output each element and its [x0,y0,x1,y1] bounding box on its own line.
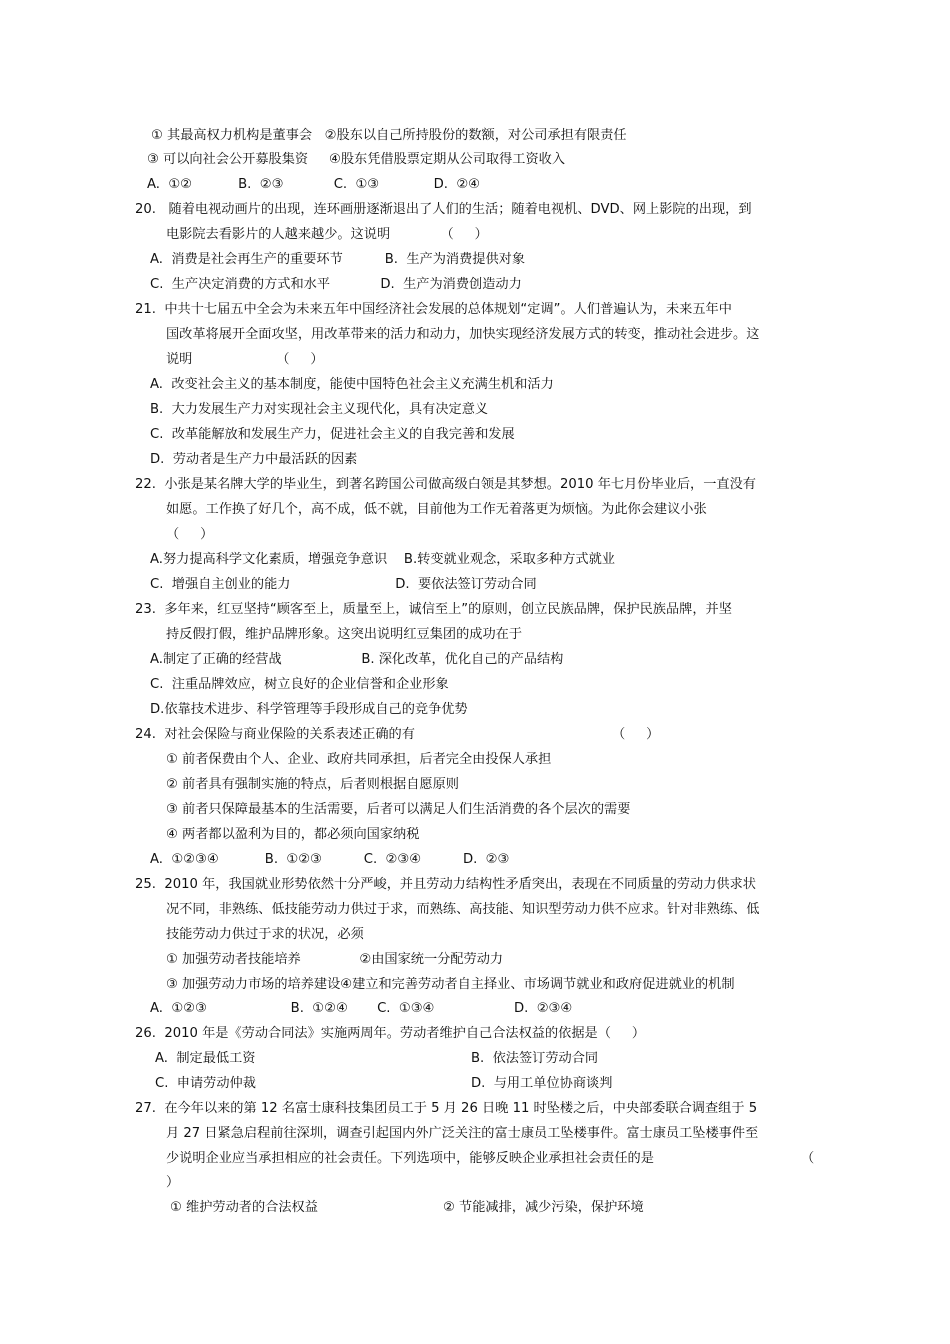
text: 25. 2010 年，我国就业形势依然十分严峻，并且劳动力结构性矛盾突出，表现在不同质量的劳动力供求状 [135,877,756,892]
text: ② 前者具有强制实施的特点，后者则根据自愿原则 [166,777,459,792]
question-21-stem [135,301,732,319]
text: （ [801,1151,815,1166]
text: 持反假打假，维护品牌形象。这突出说明红豆集团的成功在于 [166,627,523,642]
text: A. 改变社会主义的基本制度，能使中国特色社会主义充满生机和活力 [150,377,554,392]
text: ③ 可以向社会公开募股集资 ④股东凭借股票定期从公司取得工资收入 [147,152,566,167]
text: D. 劳动者是生产力中最活跃的因素 [150,452,358,467]
text: ④ 两者都以盈利为目的，都必须向国家纳税 [166,827,420,842]
text: 技能劳动力供过于求的状况，必须 [166,927,364,942]
question-26-choice-d [471,1075,612,1093]
text: C. 注重品牌效应，树立良好的企业信誉和企业形象 [150,677,449,692]
question-20-choices-cd [150,276,522,294]
text: ① 前者保费由个人、企业、政府共同承担，后者完全由投保人承担 [166,752,552,767]
question-26-choice-a [155,1050,256,1068]
question-22-answer-bracket [166,526,213,544]
question-27-stem-cont [166,1125,758,1143]
text: A.制定了正确的经营战 B. 深化改革，优化自己的产品结构 [150,652,564,667]
text: 27. 在今年以来的第 12 名富士康科技集团员工于 5 月 26 日晚 11 时坠楼之后，中央部委联合调查组于 5 [135,1101,758,1116]
text: ） [166,1175,180,1190]
text: B. 大力发展生产力对实现社会主义现代化，具有决定意义 [150,402,489,417]
text: 况不同，非熟练、低技能劳动力供过于求，而熟练、高技能、知识型劳动力供不应求。针对非熟练、低 [166,902,760,917]
question-21-choice-c [150,426,515,444]
text: C. 申请劳动仲裁 [155,1076,256,1091]
text: 国改革将展开全面攻坚，用改革带来的活力和动力，加快实现经济发展方式的转变，推动社会进步。这 [166,327,760,342]
question-21-stem-end [166,351,324,369]
question-27-bracket-close [166,1174,179,1192]
question-23-stem-cont [166,626,522,644]
text: 20. 随着电视动画片的出现，连环画册逐渐退出了人们的生活；随着电视机、DVD、网上影院的出现，到 [135,202,752,217]
text: 22. 小张是某名牌大学的毕业生，到著名跨国公司做高级白领是其梦想。2010 年七月份毕业后，一直没有 [135,477,756,492]
question-25-stem-end [166,926,364,944]
text: A. 消费是社会再生产的重要环节 B. 生产为消费提供对象 [150,252,526,267]
text: （ ） [166,527,214,542]
text: C. 改革能解放和发展生产力，促进社会主义的自我完善和发展 [150,427,515,442]
question-24-item-4 [166,826,419,844]
text: ① 其最高权力机构是董事会 ②股东以自己所持股份的数额，对公司承担有限责任 [151,128,627,143]
question-22-stem-cont [166,501,707,519]
question-25-choices [150,1000,572,1018]
question-21-choice-d [150,451,357,469]
question-27-item-2 [443,1199,644,1217]
text: ③ 前者只保障最基本的生活需要，后者可以满足人们生活消费的各个层次的需要 [166,802,631,817]
text: A. ①② B. ②③ C. ①③ D. ②④ [147,177,480,192]
text: B. 依法签订劳动合同 [471,1051,599,1066]
question-25-items-34 [166,976,735,994]
text: ② 节能减排，减少污染，保护环境 [443,1200,644,1215]
question-22-choices-cd [150,576,537,594]
question-23-choice-c [150,676,449,694]
question-23-stem [135,601,732,619]
question-22-stem [135,476,756,494]
question-23-choice-d [150,701,468,719]
text: A.努力提高科学文化素质，增强竞争意识 B.转变就业观念，采取多种方式就业 [150,552,615,567]
text: A. 制定最低工资 [155,1051,256,1066]
text: 26. 2010 年是《劳动合同法》实施两周年。劳动者维护自己合法权益的依据是（ ） [135,1026,646,1041]
text: 电影院去看影片的人越来越少。这说明 （ ） [166,227,488,242]
question-24-item-1 [166,751,551,769]
text: D.依靠技术进步、科学管理等手段形成自己的竞争优势 [150,702,468,717]
question-23-choices-ab [150,651,563,669]
question-19-option-line-2 [147,151,565,169]
text: 少说明企业应当承担相应的社会责任。下列选项中，能够反映企业承担社会责任的是 [166,1151,654,1166]
question-25-stem-cont [166,901,759,919]
question-19-option-line-1 [151,127,627,145]
question-19-choices [147,176,480,194]
question-25-items-12 [166,951,503,969]
question-20-stem [135,201,752,219]
text: 23. 多年来，红豆坚持“顾客至上，质量至上，诚信至上”的原则，创立民族品牌，保护民族品牌，并坚 [135,602,732,617]
text: 月 27 日紧急启程前往深圳，调查引起国内外广泛关注的富士康员工坠楼事件。富士康员工坠楼事件至 [166,1126,759,1141]
text: ① 加强劳动者技能培养 ②由国家统一分配劳动力 [166,952,504,967]
question-21-choice-a [150,376,554,394]
text: A. ①②③ B. ①②④ C. ①③④ D. ②③④ [150,1001,573,1016]
question-26-stem [135,1025,645,1043]
text: ③ 加强劳动力市场的培养建设④建立和完善劳动者自主择业、市场调节就业和政府促进就业的机制 [166,977,735,992]
text: 24. 对社会保险与商业保险的关系表述正确的有 （ ） [135,727,660,742]
question-21-stem-cont [166,326,759,344]
question-26-choice-b [471,1050,598,1068]
text: ① 维护劳动者的合法权益 [170,1200,318,1215]
question-27-bracket-open [801,1150,814,1168]
text: D. 与用工单位协商谈判 [471,1076,613,1091]
question-27-item-1 [170,1199,318,1217]
question-24-item-2 [166,776,459,794]
question-24-item-3 [166,801,630,819]
question-22-choices-ab [150,551,615,569]
question-20-choices-ab [150,251,525,269]
text: C. 生产决定消费的方式和水平 D. 生产为消费创造动力 [150,277,522,292]
text: C. 增强自主创业的能力 D. 要依法签订劳动合同 [150,577,537,592]
question-21-choice-b [150,401,488,419]
text: 说明 （ ） [166,352,324,367]
text: 如愿。工作换了好几个，高不成，低不就，目前他为工作无着落更为烦恼。为此你会建议小张 [166,502,707,517]
question-26-choice-c [155,1075,256,1093]
question-24-choices [150,851,509,869]
question-20-stem-cont [166,226,488,244]
text: A. ①②③④ B. ①②③ C. ②③④ D. ②③ [150,852,510,867]
text: 21. 中共十七届五中全会为未来五年中国经济社会发展的总体规划“定调”。人们普遍认为，未来五年中 [135,302,732,317]
question-27-stem [135,1100,757,1118]
question-27-stem-end [166,1150,654,1168]
question-25-stem [135,876,756,894]
question-24-stem [135,726,659,744]
